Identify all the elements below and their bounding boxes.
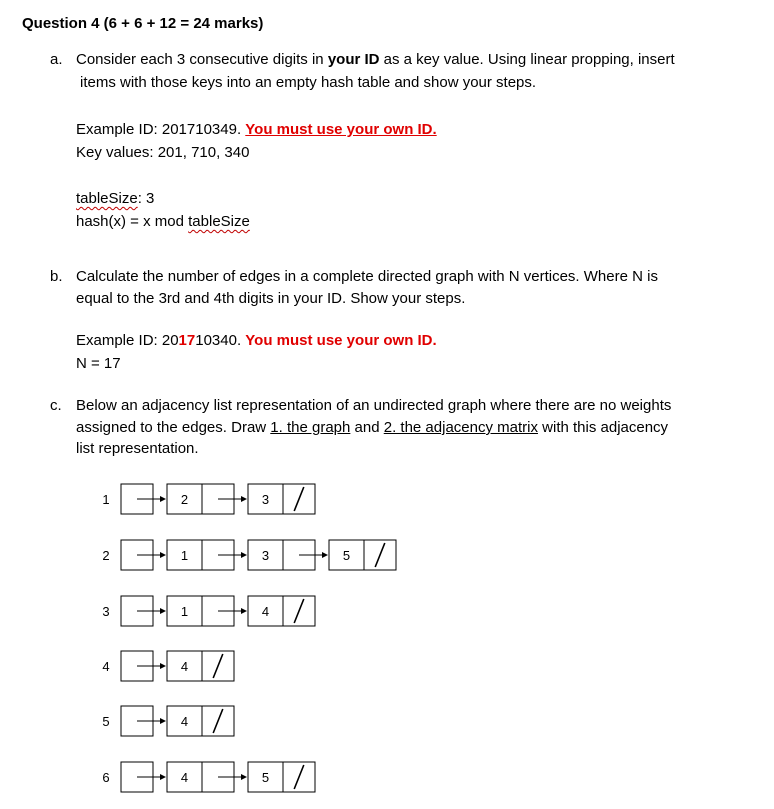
node-value: 5 [342,548,351,563]
vertex-label: 6 [102,770,110,785]
part-b-line2: equal to the 3rd and 4th digits in your ID. Show your steps. [76,290,466,307]
part-b-line1: Calculate the number of edges in a complete directed graph with N vertices. Where N is [76,268,658,285]
node-value: 1 [180,548,189,563]
vertex-label: 2 [102,548,110,563]
vertex-label: 5 [102,714,110,729]
hash-function-line: hash(x) = x mod tableSize [76,213,250,230]
node-value: 1 [180,604,189,619]
part-c-line2: assigned to the edges. Draw 1. the graph and 2. the adjacency matrix with this adjacency [76,419,669,436]
vertex-label: 4 [102,659,110,674]
node-value: 3 [261,492,270,507]
part-a-key-values: Key values: 201, 710, 340 [76,144,250,161]
part-a-line1: Consider each 3 consecutive digits in your ID as a key value. Using linear propping, insert [76,51,675,68]
node-value: 4 [180,770,189,785]
part-b-n-value: N = 17 [76,355,121,372]
part-a-example-id: Example ID: 201710349. You must use your own ID. [76,121,437,138]
part-b-example-id: Example ID: 201710340. You must use your own ID. [76,332,437,349]
own-id-warning: You must use your own ID. [245,121,437,138]
question-title: Question 4 (6 + 6 + 12 = 24 marks) [22,15,264,32]
node-value: 3 [261,548,270,563]
part-c-line1: Below an adjacency list representation of an undirected graph where there are no weights [76,397,672,414]
node-value: 5 [261,770,270,785]
table-size-line: tableSize: 3 [76,190,155,207]
own-id-warning: You must use your own ID. [245,332,437,349]
part-c-line3: list representation. [76,440,199,457]
node-value: 2 [180,492,189,507]
part-a-line2: items with those keys into an empty hash table and show your steps. [80,74,537,91]
node-value: 4 [180,659,189,674]
part-c-letter: c. [50,397,62,414]
node-value: 4 [180,714,189,729]
vertex-label: 1 [102,492,110,507]
vertex-label: 3 [102,604,110,619]
part-a-letter: a. [50,51,63,68]
part-b-letter: b. [50,268,63,285]
node-value: 4 [261,604,270,619]
